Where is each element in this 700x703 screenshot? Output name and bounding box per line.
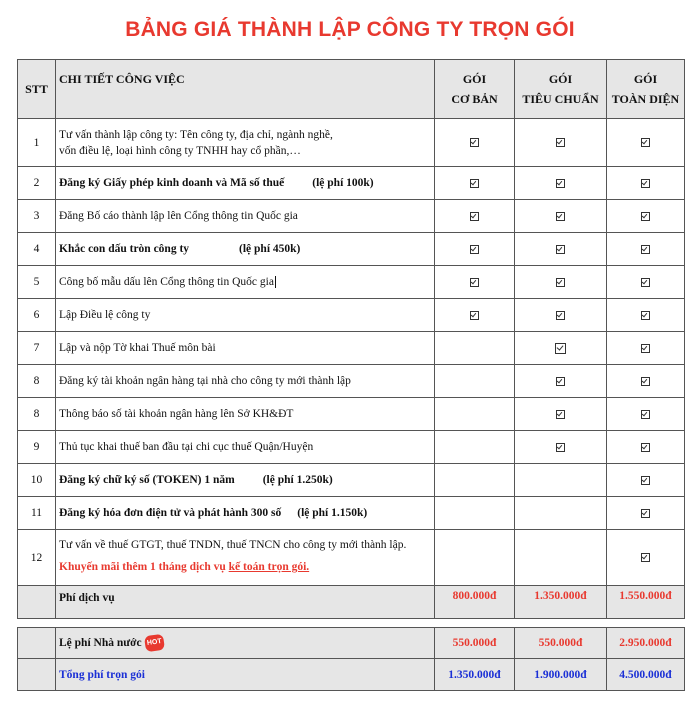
check-standard xyxy=(515,497,607,530)
checkbox-checked-icon xyxy=(556,311,565,320)
checkbox-checked-icon xyxy=(641,212,650,221)
row-description xyxy=(56,233,435,266)
price-table xyxy=(17,59,685,691)
row-text: Lập và nộp Tờ khai Thuế môn bài xyxy=(59,342,216,354)
check-basic xyxy=(435,266,515,299)
check-full xyxy=(607,398,685,431)
text-cursor xyxy=(275,276,276,288)
check-standard xyxy=(515,233,607,266)
promo-text: Khuyến mãi thêm 1 tháng dịch vụ kế toán trọn gói. xyxy=(59,561,310,573)
row-description xyxy=(56,299,435,332)
check-basic xyxy=(435,233,515,266)
checkbox-checked-icon xyxy=(555,343,566,354)
state-fee-row xyxy=(18,628,685,659)
row-description xyxy=(56,266,435,299)
service-fee-label: Phí dịch vụ xyxy=(56,586,435,619)
check-full xyxy=(607,464,685,497)
row-stt: 11 xyxy=(18,497,56,530)
check-standard xyxy=(515,332,607,365)
table-row xyxy=(18,431,685,464)
check-basic xyxy=(435,431,515,464)
check-basic xyxy=(435,365,515,398)
row-stt: 12 xyxy=(18,530,56,586)
checkbox-checked-icon xyxy=(470,179,479,188)
checkbox-checked-icon xyxy=(641,245,650,254)
row-text: Đăng ký chữ ký số (TOKEN) 1 năm xyxy=(59,474,235,486)
table-row xyxy=(18,332,685,365)
row-description xyxy=(56,200,435,233)
row-text: Khắc con dấu tròn công ty xyxy=(59,243,190,255)
table-row xyxy=(18,266,685,299)
row-text: Đăng ký hóa đơn điện tử và phát hành 300 số xyxy=(59,507,282,519)
row-text-line: Tư vấn thành lập công ty: Tên công ty, địa chỉ, ngành nghề, xyxy=(59,128,333,141)
row-text: Công bố mẫu dấu lên Cổng thông tin Quốc gia xyxy=(59,276,274,288)
row-stt: 10 xyxy=(18,464,56,497)
table-header-row xyxy=(18,60,685,119)
row-text: Đăng ký Giấy phép kinh doanh và Mã số thuế xyxy=(59,177,285,189)
row-description xyxy=(56,119,435,167)
checkbox-checked-icon xyxy=(556,278,565,287)
table-row xyxy=(18,233,685,266)
header-stt: STT xyxy=(18,60,56,119)
hot-badge: HOT xyxy=(144,634,165,652)
check-standard xyxy=(515,266,607,299)
check-standard xyxy=(515,167,607,200)
checkbox-checked-icon xyxy=(470,245,479,254)
check-basic xyxy=(435,398,515,431)
check-basic xyxy=(435,497,515,530)
header-detail: CHI TIẾT CÔNG VIỆC xyxy=(56,60,435,119)
checkbox-checked-icon xyxy=(641,138,650,147)
row-stt: 3 xyxy=(18,200,56,233)
row-stt: 6 xyxy=(18,299,56,332)
row-description xyxy=(56,365,435,398)
row-stt: 2 xyxy=(18,167,56,200)
check-standard xyxy=(515,365,607,398)
state-fee-label: Lệ phí Nhà nước HOT xyxy=(56,628,435,659)
checkbox-checked-icon xyxy=(641,344,650,353)
checkbox-checked-icon xyxy=(641,410,650,419)
check-standard xyxy=(515,530,607,586)
header-full: GÓI TOÀN DIỆN xyxy=(607,60,685,119)
check-standard xyxy=(515,431,607,464)
table-row xyxy=(18,365,685,398)
check-standard xyxy=(515,464,607,497)
row-description xyxy=(56,431,435,464)
checkbox-checked-icon xyxy=(556,410,565,419)
check-full xyxy=(607,167,685,200)
checkbox-checked-icon xyxy=(470,212,479,221)
row-description xyxy=(56,398,435,431)
row-text: Đăng Bố cáo thành lập lên Cổng thông tin Quốc gia xyxy=(59,210,298,222)
row-stt: 4 xyxy=(18,233,56,266)
service-fee-full: 1.550.000đ xyxy=(607,586,685,619)
total-label: Tổng phí trọn gói xyxy=(56,659,435,691)
table-row xyxy=(18,497,685,530)
row-text: Đăng ký tài khoản ngân hàng tại nhà cho công ty mới thành lập xyxy=(59,375,351,387)
row-stt: 5 xyxy=(18,266,56,299)
checkbox-checked-icon xyxy=(470,138,479,147)
checkbox-checked-icon xyxy=(641,476,650,485)
check-basic xyxy=(435,530,515,586)
checkbox-checked-icon xyxy=(641,443,650,452)
table-row xyxy=(18,200,685,233)
row-description xyxy=(56,464,435,497)
check-full xyxy=(607,332,685,365)
row-stt: 9 xyxy=(18,431,56,464)
total-full: 4.500.000đ xyxy=(607,659,685,691)
checkbox-checked-icon xyxy=(641,377,650,386)
table-row xyxy=(18,464,685,497)
check-full xyxy=(607,299,685,332)
header-standard: GÓI TIÊU CHUẨN xyxy=(515,60,607,119)
row-description xyxy=(56,497,435,530)
row-text: Thủ tục khai thuế ban đầu tại chi cục thuế Quận/Huyện xyxy=(59,441,314,453)
row-stt: 8 xyxy=(18,398,56,431)
total-row xyxy=(18,659,685,691)
checkbox-checked-icon xyxy=(641,553,650,562)
row-description xyxy=(56,530,435,586)
check-full xyxy=(607,200,685,233)
state-fee-basic: 550.000đ xyxy=(435,628,515,659)
service-fee-row xyxy=(18,586,685,619)
service-fee-basic: 800.000đ xyxy=(435,586,515,619)
state-fee-standard: 550.000đ xyxy=(515,628,607,659)
row-stt: 8 xyxy=(18,365,56,398)
table-row xyxy=(18,530,685,586)
check-standard xyxy=(515,119,607,167)
check-basic xyxy=(435,332,515,365)
check-standard xyxy=(515,398,607,431)
table-row xyxy=(18,299,685,332)
checkbox-checked-icon xyxy=(641,179,650,188)
table-row xyxy=(18,167,685,200)
row-text: Tư vấn về thuế GTGT, thuế TNDN, thuế TNCN cho công ty mới thành lập. xyxy=(59,539,407,551)
spacer-row xyxy=(18,619,685,628)
check-full xyxy=(607,233,685,266)
checkbox-checked-icon xyxy=(556,377,565,386)
total-basic: 1.350.000đ xyxy=(435,659,515,691)
checkbox-checked-icon xyxy=(641,311,650,320)
check-basic xyxy=(435,200,515,233)
row-stt: 1 xyxy=(18,119,56,167)
row-fee: (lệ phí 1.250k) xyxy=(262,474,333,486)
checkbox-checked-icon xyxy=(556,212,565,221)
check-full xyxy=(607,365,685,398)
service-fee-standard: 1.350.000đ xyxy=(515,586,607,619)
row-fee: (lệ phí 450k) xyxy=(239,243,301,255)
check-basic xyxy=(435,464,515,497)
check-basic xyxy=(435,167,515,200)
check-standard xyxy=(515,299,607,332)
row-text: Thông báo số tài khoản ngân hàng lên Sở KH&ĐT xyxy=(59,408,294,420)
state-fee-full: 2.950.000đ xyxy=(607,628,685,659)
table-row xyxy=(18,398,685,431)
checkbox-checked-icon xyxy=(470,311,479,320)
check-full xyxy=(607,431,685,464)
row-fee: (lệ phí 100k) xyxy=(312,177,374,189)
total-standard: 1.900.000đ xyxy=(515,659,607,691)
check-standard xyxy=(515,200,607,233)
row-stt: 7 xyxy=(18,332,56,365)
row-text-line: vốn điều lệ, loại hình công ty TNHH hay cổ phần,… xyxy=(59,144,301,157)
check-full xyxy=(607,497,685,530)
checkbox-checked-icon xyxy=(556,138,565,147)
checkbox-checked-icon xyxy=(556,443,565,452)
row-description xyxy=(56,332,435,365)
check-basic xyxy=(435,119,515,167)
check-full xyxy=(607,530,685,586)
row-description xyxy=(56,167,435,200)
header-basic: GÓI CƠ BẢN xyxy=(435,60,515,119)
checkbox-checked-icon xyxy=(470,278,479,287)
check-basic xyxy=(435,299,515,332)
checkbox-checked-icon xyxy=(641,509,650,518)
check-full xyxy=(607,119,685,167)
checkbox-checked-icon xyxy=(556,245,565,254)
checkbox-checked-icon xyxy=(641,278,650,287)
row-fee: (lệ phí 1.150k) xyxy=(297,507,368,519)
table-row xyxy=(18,119,685,167)
check-full xyxy=(607,266,685,299)
checkbox-checked-icon xyxy=(556,179,565,188)
row-text: Lập Điều lệ công ty xyxy=(59,309,151,321)
page-title: BẢNG GIÁ THÀNH LẬP CÔNG TY TRỌN GÓI xyxy=(125,18,575,41)
